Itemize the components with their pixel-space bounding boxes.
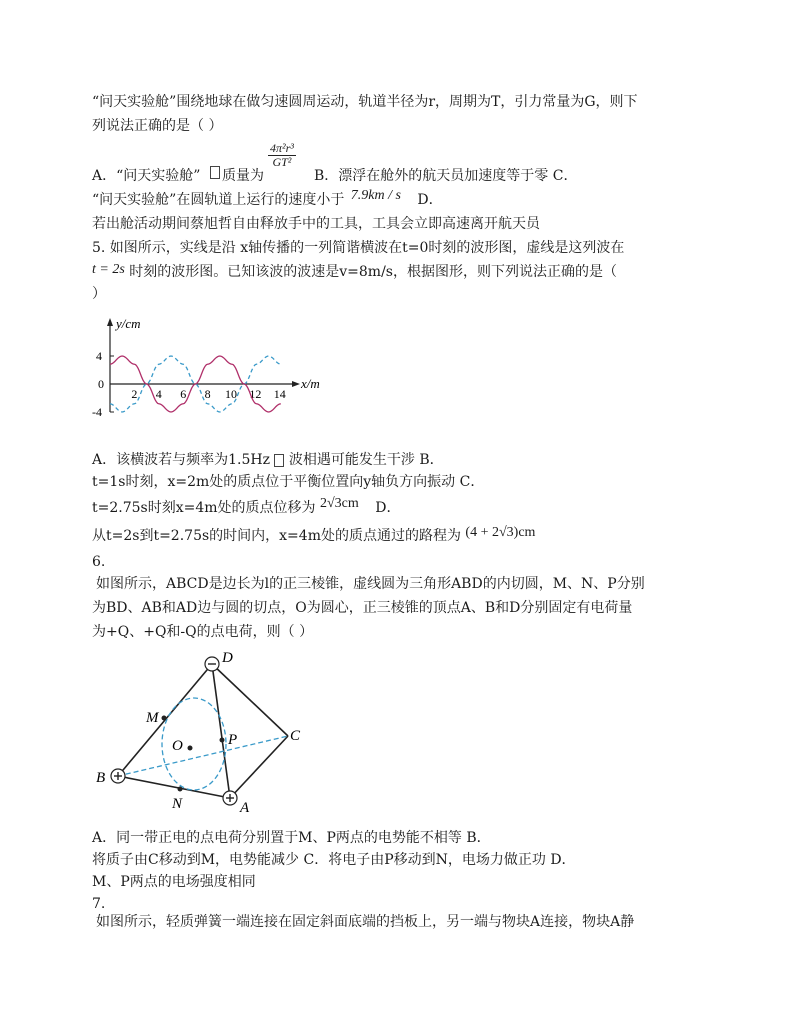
y-tick-label-neg4: -4 — [92, 405, 102, 419]
edge-BC-hidden — [118, 736, 288, 776]
q6-option-d: M、P两点的电场强度相同 — [92, 874, 256, 890]
edge-BA — [118, 776, 230, 798]
missing-glyph-box — [210, 166, 220, 179]
label-A: A — [240, 800, 250, 816]
q6-option-a: A．同一带正电的点电荷分别置于M、P两点的电势能不相等 B． — [92, 830, 491, 846]
q6-stem-line2: 为BD、AB和AD边与圆的切点，O为圆心，正三棱锥的顶点A、B和D分别固定有电荷量 — [92, 600, 633, 616]
q4-stem-line1: “问天实验舱”围绕地球在做匀速圆周运动，轨道半径为r，周期为T，引力常量为G，则下 — [92, 94, 638, 110]
edge-AC — [230, 736, 288, 798]
q5-option-a-text: A．该横波若与频率为1.5Hz — [92, 452, 270, 468]
pyramid-diagram — [92, 648, 332, 818]
q5-stem-line3: ） — [92, 286, 106, 302]
q5-option-d — [92, 526, 535, 547]
label-M: M — [146, 710, 159, 726]
q6-stem-line1: 如图所示，ABCD是边长为l的正三棱锥，虚线圆为三角形ABD的内切圆，M、N、P分别 — [96, 576, 645, 592]
q6-number: 6. — [92, 554, 106, 570]
q5-option-a — [92, 450, 444, 470]
point-N — [178, 787, 183, 792]
q5-option-d-value: (4 + 2√3)cm — [465, 525, 536, 540]
x-tick-label-8: 8 — [204, 387, 211, 401]
q5-stem-line2 — [92, 262, 617, 283]
q7-stem-line1: 如图所示，轻质弹簧一端连接在固定斜面底端的挡板上，另一端与物块A连接，物块A静 — [96, 914, 635, 930]
x-axis-label: x/m — [301, 376, 320, 391]
q6-stem-line3: 为+Q、+Q和-Q的点电荷，则（ ） — [92, 624, 314, 640]
label-C: C — [290, 728, 301, 744]
label-D: D — [222, 650, 233, 666]
q4-mass-fraction — [268, 142, 296, 169]
q5-time-value: t = 2s — [92, 262, 125, 277]
label-N: N — [172, 796, 183, 812]
point-P — [220, 738, 225, 743]
q5-option-b: t=1s时刻，x=2m处的质点位于平衡位置向y轴负方向振动 C． — [92, 474, 485, 490]
q5-option-d-label: D． — [375, 500, 401, 516]
q4-option-d-label: D． — [417, 192, 443, 208]
q4-option-c — [92, 190, 443, 211]
x-tick-label-10: 10 — [225, 387, 237, 401]
q4-option-a-mid: 质量为 — [222, 168, 264, 184]
y-tick-label-4: 4 — [96, 349, 102, 363]
q5-option-c — [92, 498, 400, 519]
y-axis-arrow — [107, 318, 113, 326]
point-M — [162, 716, 167, 721]
fraction-numerator: 4π²r³ — [270, 141, 294, 155]
x-tick-label-4: 4 — [155, 387, 162, 401]
wave-chart — [92, 312, 332, 422]
x-tick-label-14: 14 — [273, 387, 286, 401]
y-axis-label: y/cm — [116, 316, 141, 331]
q5-option-c-text: t=2.75s时刻x=4m处的质点位移为 — [92, 500, 316, 516]
x-tick-label-6: 6 — [180, 387, 187, 401]
y-tick-label-0: 0 — [98, 377, 104, 391]
label-P: P — [228, 732, 238, 748]
x-tick-label-12: 12 — [249, 387, 262, 401]
fraction-denominator: GT² — [272, 155, 292, 169]
label-B: B — [96, 770, 106, 786]
q4-stem-line2: 列说法正确的是（ ） — [92, 118, 223, 134]
q4-option-a-label: A．“问天实验舱” — [92, 168, 201, 184]
q4-option-c-text: “问天实验舱”在圆轨道上运行的速度小于 — [92, 192, 345, 208]
q5-option-d-text: 从t=2s到t=2.75s的时间内，x=4m处的质点通过的路程为 — [92, 528, 461, 544]
label-O: O — [172, 738, 183, 754]
q4-option-b: B．漂浮在舱外的航天员加速度等于零 C． — [314, 168, 578, 184]
q5-stem-line2-text: 时刻的波形图。已知该波的波速是v=8m/s，根据图形，则下列说法正确的是（ — [129, 264, 617, 280]
q5-stem-line1: 5. 如图所示，实线是沿 x轴传播的一列简谐横波在t=0时刻的波形图，虚线是这列波在 — [92, 240, 625, 256]
missing-glyph-box — [274, 454, 284, 467]
q5-option-c-value: 2√3cm — [319, 496, 359, 511]
x-axis-arrow — [292, 381, 300, 387]
q5-option-a-rest: 波相遇可能发生干涉 B． — [288, 452, 444, 468]
q7-number: 7. — [92, 896, 106, 912]
q4-option-d: 若出舱活动期间蔡旭哲自由释放手中的工具，工具会立即高速离开航天员 — [92, 216, 540, 232]
edge-DA — [212, 664, 230, 798]
q6-option-b: 将质子由C移动到M，电势能减少 C．将电子由P移动到N，电场力做正功 D． — [92, 852, 576, 868]
point-O — [188, 746, 193, 751]
q4-option-c-value: 7.9km / s — [350, 188, 401, 203]
x-tick-label-2: 2 — [131, 387, 138, 401]
